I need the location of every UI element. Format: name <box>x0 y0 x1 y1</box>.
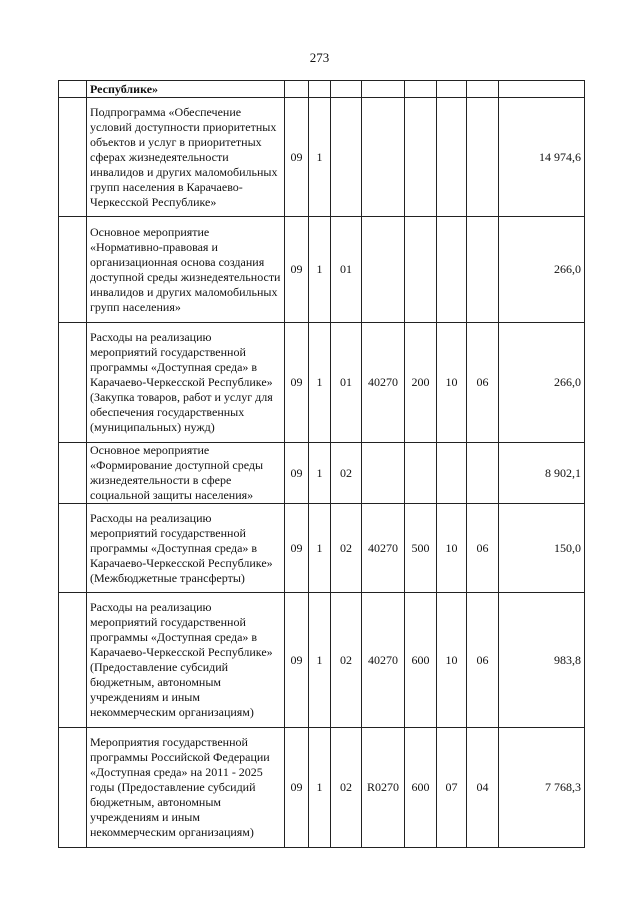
subprogram-code-cell: 1 <box>309 443 331 504</box>
budget-table <box>58 80 585 848</box>
table-row <box>59 728 585 848</box>
main-measure-code-cell: 02 <box>331 728 362 848</box>
main-measure-code-cell <box>331 81 362 98</box>
section-cell: 10 <box>437 323 467 443</box>
direction-code-cell: R0270 <box>362 728 405 848</box>
subprogram-code-cell <box>309 81 331 98</box>
amount-cell: 983,8 <box>499 593 585 728</box>
subsection-cell: 06 <box>467 323 499 443</box>
table-row <box>59 323 585 443</box>
item-name-cell: Подпрограмма «Обеспечение условий доступности приоритетных объектов и услуг в приоритетных сферах жизнедеятельности инвалидов и других маломобильных групп населения в Карачаево-Черкесской Республике» <box>87 98 285 217</box>
row-number-cell <box>59 504 87 593</box>
subsection-cell <box>467 81 499 98</box>
row-number-cell <box>59 98 87 217</box>
main-measure-code-cell: 02 <box>331 504 362 593</box>
table-row <box>59 81 585 98</box>
page-number: 273 <box>309 50 330 65</box>
subprogram-code-cell: 1 <box>309 728 331 848</box>
expense-type-cell: 200 <box>405 323 437 443</box>
table-row <box>59 443 585 504</box>
amount-cell: 14 974,6 <box>499 98 585 217</box>
row-number-cell <box>59 323 87 443</box>
table-row <box>59 217 585 323</box>
item-name-cell: Республике» <box>87 81 285 98</box>
main-measure-code-cell: 01 <box>331 217 362 323</box>
program-code-cell: 09 <box>285 98 309 217</box>
program-code-cell: 09 <box>285 443 309 504</box>
section-cell <box>437 98 467 217</box>
amount-cell: 8 902,1 <box>499 443 585 504</box>
table-row <box>59 504 585 593</box>
expense-type-cell <box>405 98 437 217</box>
program-code-cell: 09 <box>285 504 309 593</box>
main-measure-code-cell: 02 <box>331 593 362 728</box>
subprogram-code-cell: 1 <box>309 323 331 443</box>
direction-code-cell: 40270 <box>362 323 405 443</box>
amount-cell <box>499 81 585 98</box>
row-number-cell <box>59 217 87 323</box>
direction-code-cell: 40270 <box>362 504 405 593</box>
expense-type-cell <box>405 81 437 98</box>
table-row <box>59 593 585 728</box>
row-number-cell <box>59 81 87 98</box>
expense-type-cell: 500 <box>405 504 437 593</box>
row-number-cell <box>59 593 87 728</box>
item-name-cell: Основное мероприятие «Формирование доступной среды жизнедеятельности в сфере социальной защиты населения» <box>87 443 285 504</box>
program-code-cell: 09 <box>285 323 309 443</box>
amount-cell: 266,0 <box>499 323 585 443</box>
expense-type-cell <box>405 217 437 323</box>
direction-code-cell <box>362 443 405 504</box>
section-cell: 10 <box>437 593 467 728</box>
item-name-cell: Основное мероприятие «Нормативно-правовая и организационная основа создания доступной среды жизнедеятельности инвалидов и других маломобильных групп населения» <box>87 217 285 323</box>
direction-code-cell <box>362 98 405 217</box>
direction-code-cell <box>362 81 405 98</box>
direction-code-cell: 40270 <box>362 593 405 728</box>
section-cell <box>437 443 467 504</box>
subprogram-code-cell: 1 <box>309 98 331 217</box>
section-cell: 07 <box>437 728 467 848</box>
section-cell <box>437 81 467 98</box>
section-cell: 10 <box>437 504 467 593</box>
program-code-cell: 09 <box>285 593 309 728</box>
program-code-cell <box>285 81 309 98</box>
item-name-cell: Расходы на реализацию мероприятий государственной программы «Доступная среда» в Карачаево-Черкесской Республике» (Межбюджетные трансферты) <box>87 504 285 593</box>
amount-cell: 266,0 <box>499 217 585 323</box>
direction-code-cell <box>362 217 405 323</box>
table-row <box>59 98 585 217</box>
subprogram-code-cell: 1 <box>309 217 331 323</box>
expense-type-cell: 600 <box>405 593 437 728</box>
expense-type-cell <box>405 443 437 504</box>
subsection-cell: 04 <box>467 728 499 848</box>
subsection-cell <box>467 443 499 504</box>
section-cell <box>437 217 467 323</box>
subsection-cell <box>467 217 499 323</box>
expense-type-cell: 600 <box>405 728 437 848</box>
subprogram-code-cell: 1 <box>309 504 331 593</box>
subsection-cell: 06 <box>467 504 499 593</box>
main-measure-code-cell: 01 <box>331 323 362 443</box>
amount-cell: 7 768,3 <box>499 728 585 848</box>
amount-cell: 150,0 <box>499 504 585 593</box>
item-name-cell: Расходы на реализацию мероприятий государственной программы «Доступная среда» в Карачаево-Черкесской Республике» (Закупка товаров, работ и услуг для обеспечения государственных (муниципальных) нужд) <box>87 323 285 443</box>
subsection-cell <box>467 98 499 217</box>
item-name-cell: Мероприятия государственной программы Российской Федерации «Доступная среда» на 2011 - 2025 годы (Предоставление субсидий бюджетным, автономным учреждениям и иным некоммерческим организациям) <box>87 728 285 848</box>
item-name-cell: Расходы на реализацию мероприятий государственной программы «Доступная среда» в Карачаево-Черкесской Республике» (Предоставление субсидий бюджетным, автономным учреждениям и иным некоммерческим организациям) <box>87 593 285 728</box>
program-code-cell: 09 <box>285 217 309 323</box>
main-measure-code-cell <box>331 98 362 217</box>
main-measure-code-cell: 02 <box>331 443 362 504</box>
subprogram-code-cell: 1 <box>309 593 331 728</box>
row-number-cell <box>59 443 87 504</box>
program-code-cell: 09 <box>285 728 309 848</box>
row-number-cell <box>59 728 87 848</box>
subsection-cell: 06 <box>467 593 499 728</box>
